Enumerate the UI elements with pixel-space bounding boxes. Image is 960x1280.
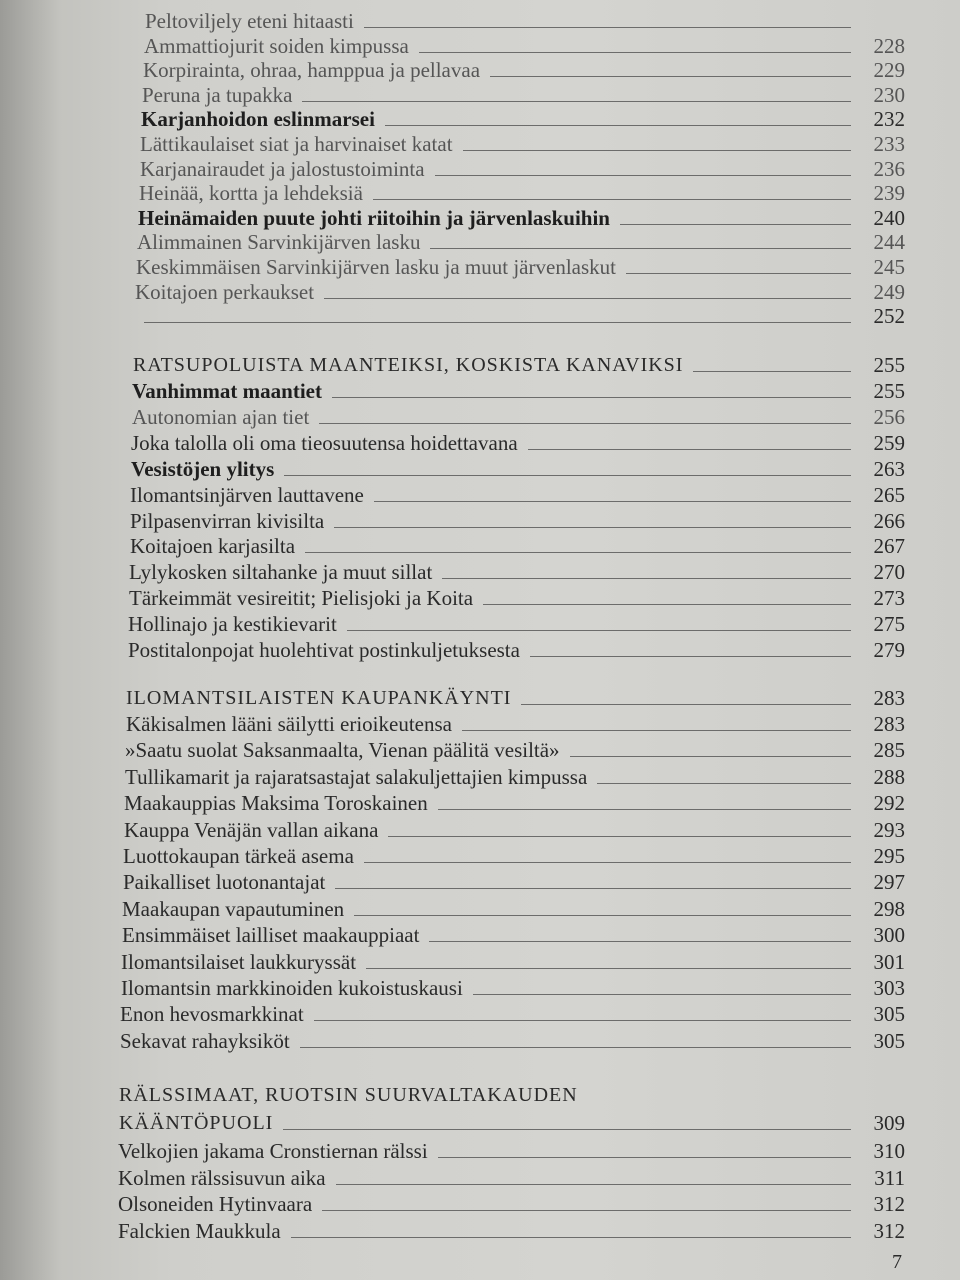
entry-page: 249: [873, 279, 905, 304]
entry-page: 309: [873, 1111, 905, 1135]
entry-page: 312: [873, 1218, 905, 1243]
leader-line: [490, 76, 851, 77]
entry-title: »Saatu suolat Saksanmaalta, Vienan päälitä vesiltä»: [125, 738, 560, 763]
entry-page: 239: [873, 181, 905, 206]
entry-title: Peruna ja tupakka: [142, 82, 293, 107]
entry-page: 255: [873, 379, 905, 403]
entry-title: Karjanairaudet ja jalostustoiminta: [140, 156, 425, 181]
toc-entry[interactable]: [125, 735, 905, 761]
entry-title: KÄÄNTÖPUOLI: [119, 1112, 274, 1134]
entry-title: Postitalonpojat huolehtivat postinkuljetuksesta: [128, 638, 520, 662]
toc-entry[interactable]: [128, 609, 905, 635]
toc-entry[interactable]: [121, 973, 905, 999]
toc-entry[interactable]: [140, 154, 905, 180]
entry-title: Kauppa Venäjän vallan aikana: [124, 817, 379, 842]
leader-line: [463, 150, 851, 151]
leader-line: [473, 994, 851, 995]
leader-line: [620, 224, 851, 225]
toc-entry[interactable]: [140, 129, 905, 155]
entry-title: Ensimmäiset lailliset maakauppiaat: [122, 923, 420, 948]
entry-title: RATSUPOLUISTA MAANTEIKSI, KOSKISTA KANAVIKSI: [133, 354, 684, 376]
toc-entry[interactable]: [141, 104, 905, 130]
toc-entry[interactable]: [129, 557, 905, 583]
leader-line: [302, 101, 851, 102]
entry-page: 228: [873, 33, 905, 58]
entry-title: Peltoviljely eteni hitaasti: [145, 9, 354, 33]
entry-title: Luottokaupan tärkeä asema: [123, 844, 354, 868]
entry-page: 270: [873, 560, 905, 585]
entry-title: Lylykosken siltahanke ja muut sillat: [129, 560, 433, 585]
leader-line: [570, 756, 851, 757]
entry-page: 293: [873, 817, 905, 842]
leader-line: [430, 248, 851, 249]
leader-line: [284, 475, 851, 476]
entry-page: 265: [873, 482, 905, 507]
leader-line: [530, 656, 851, 657]
toc-entry[interactable]: [131, 454, 905, 480]
leader-line: [334, 527, 851, 528]
entry-page: 283: [873, 686, 905, 710]
entry-page: 244: [873, 230, 905, 255]
entry-title: Enon hevosmarkkinat: [120, 1002, 304, 1027]
entry-page: 252: [873, 304, 905, 329]
entry-page: 312: [873, 1192, 905, 1216]
entry-page: 230: [873, 82, 905, 107]
toc-entry[interactable]: [128, 635, 905, 661]
leader-line: [335, 888, 851, 889]
leader-line: [528, 449, 851, 450]
leader-line: [483, 604, 851, 605]
entry-page: 298: [873, 896, 905, 921]
leader-line: [374, 501, 851, 502]
leader-line: [283, 1129, 851, 1130]
toc-entry[interactable]: [122, 894, 905, 920]
leader-line: [462, 730, 851, 731]
entry-title: Koitajoen karjasilta: [130, 534, 296, 559]
toc-entry[interactable]: [124, 788, 905, 814]
entry-page: 305: [873, 1002, 905, 1027]
entry-page: 295: [873, 844, 905, 868]
entry-title: Keskimmäisen Sarvinkijärven lasku ja muut järvenlaskut: [136, 255, 616, 279]
leader-line: [314, 1020, 851, 1021]
entry-title: Maakaupan vapautuminen: [122, 896, 345, 921]
leader-line: [144, 322, 851, 323]
entry-title: Velkojien jakama Cronstiernan rälssi: [118, 1139, 428, 1163]
leader-line: [388, 836, 851, 837]
entry-page: 279: [873, 638, 905, 662]
entry-page: 310: [873, 1139, 905, 1163]
entry-title: Autonomian ajan tiet: [132, 404, 310, 429]
toc-entry[interactable]: [120, 999, 905, 1025]
leader-line: [324, 298, 851, 299]
toc-entry[interactable]: [130, 480, 905, 506]
leader-line: [336, 1184, 851, 1185]
section-heading[interactable]: [119, 1108, 905, 1134]
leader-line: [364, 27, 851, 28]
entry-page: 283: [873, 712, 905, 736]
entry-page: 263: [873, 456, 905, 481]
entry-page: 275: [873, 612, 905, 637]
toc-entry[interactable]: [139, 178, 905, 204]
entry-title: Lättikaulaiset siat ja harvinaiset katat: [140, 132, 453, 156]
entry-title: Hollinajo ja kestikievarit: [128, 612, 337, 637]
toc-entry[interactable]: [123, 867, 905, 893]
entry-title: Olsoneiden Hytinvaara: [118, 1192, 313, 1216]
toc-entry[interactable]: [135, 277, 905, 303]
leader-line: [291, 1237, 851, 1238]
page-number: 7: [892, 1251, 902, 1273]
entry-page: 266: [873, 508, 905, 533]
section-heading-line1: RÄLSSIMAAT, RUOTSIN SUURVALTAKAUDEN: [119, 1084, 578, 1106]
leader-line: [438, 809, 851, 810]
toc-entry[interactable]: [137, 227, 905, 253]
leader-line: [438, 1157, 851, 1158]
toc-entry[interactable]: [143, 55, 905, 81]
entry-title: Vesistöjen ylitys: [131, 456, 275, 481]
toc-entry[interactable]: [138, 203, 905, 229]
entry-page: 240: [873, 205, 905, 230]
entry-page: 236: [873, 156, 905, 181]
entry-title: Kolmen rälssisuvun aika: [118, 1165, 326, 1190]
entry-title: Ammattiojurit soiden kimpussa: [144, 33, 409, 58]
toc-entry[interactable]: [129, 583, 905, 609]
entry-page: 301: [873, 949, 905, 974]
entry-title: Tullikamarit ja rajaratsastajat salakuljettajien kimpussa: [125, 764, 588, 789]
entry-page: 245: [873, 255, 905, 279]
entry-page: 232: [873, 107, 905, 132]
entry-title: Alimmainen Sarvinkijärven lasku: [137, 230, 421, 255]
entry-title: Ilomantsilaiset laukkuryssät: [121, 949, 357, 974]
section-heading[interactable]: [126, 683, 905, 709]
toc-entry[interactable]: [142, 80, 905, 106]
leader-line: [429, 941, 851, 942]
entry-page: 303: [873, 976, 905, 1000]
entry-title: Vanhimmat maantiet: [132, 379, 322, 403]
entry-title: Pilpasenvirran kivisilta: [130, 508, 325, 533]
leader-line: [305, 552, 851, 553]
leader-line: [319, 423, 851, 424]
entry-page: 311: [874, 1165, 905, 1190]
leader-line: [366, 968, 851, 969]
entry-page: 267: [873, 534, 905, 559]
entry-title: Ilomantsinjärven lauttavene: [130, 482, 364, 507]
toc-entry[interactable]: [118, 1136, 905, 1162]
toc-entry[interactable]: [122, 920, 905, 946]
toc-entry[interactable]: [118, 1163, 905, 1189]
entry-page: 255: [873, 353, 905, 377]
toc-entry[interactable]: [136, 252, 905, 278]
toc-entry[interactable]: [130, 531, 905, 557]
leader-line: [626, 273, 851, 274]
entry-page: 229: [873, 58, 905, 83]
toc-entry[interactable]: [123, 841, 905, 867]
toc-entry[interactable]: [144, 31, 905, 57]
leader-line: [300, 1047, 851, 1048]
entry-title: Tärkeimmät vesireitit; Pielisjoki ja Koita: [129, 586, 474, 611]
entry-page: 285: [873, 738, 905, 763]
entry-title: Paikalliset luotonantajat: [123, 870, 326, 895]
entry-title: Ilomantsin markkinoiden kukoistuskausi: [121, 976, 463, 1000]
leader-line: [419, 52, 851, 53]
entry-title: Käkisalmen lääni säilytti erioikeutensa: [126, 712, 452, 736]
entry-title: Sekavat rahayksiköt: [120, 1028, 290, 1053]
entry-page: 233: [873, 132, 905, 156]
toc-entry[interactable]: [121, 947, 905, 973]
entry-page: 288: [873, 764, 905, 789]
entry-page: 300: [873, 923, 905, 948]
leader-line: [521, 704, 851, 705]
toc-entry[interactable]: [120, 1026, 905, 1052]
toc-entry[interactable]: [130, 506, 905, 532]
entry-page: 259: [873, 430, 905, 455]
entry-title: Heinää, kortta ja lehdeksiä: [139, 181, 363, 206]
entry-title: Karjanhoidon eslinmarsei: [141, 107, 375, 132]
entry-page: 273: [873, 586, 905, 611]
toc-entry[interactable]: [145, 6, 905, 32]
leader-line: [332, 397, 851, 398]
section-heading[interactable]: [133, 350, 905, 376]
entry-page: 297: [873, 870, 905, 895]
toc-entry[interactable]: [131, 428, 905, 454]
leader-line: [354, 915, 851, 916]
leader-line: [435, 175, 851, 176]
entry-page: 305: [873, 1028, 905, 1053]
entry-title: Falckien Maukkula: [118, 1218, 281, 1243]
toc-entry[interactable]: [124, 815, 905, 841]
entry-title: Koitajoen perkaukset: [135, 279, 315, 304]
leader-line: [322, 1210, 851, 1211]
leader-line: [597, 783, 851, 784]
entry-title: ILOMANTSILAISTEN KAUPANKÄYNTI: [126, 687, 512, 709]
entry-title: Joka talolla oli oma tieosuutensa hoidettavana: [131, 430, 518, 455]
entry-page: 292: [873, 791, 905, 816]
leader-line: [385, 125, 851, 126]
entry-page: 256: [873, 404, 905, 429]
leader-line: [442, 578, 851, 579]
toc-entry[interactable]: [125, 762, 905, 788]
toc-entry[interactable]: [118, 1216, 905, 1242]
toc-entry[interactable]: [118, 1189, 905, 1215]
entry-title: Korpirainta, ohraa, hamppua ja pellavaa: [143, 58, 481, 83]
leader-line: [347, 630, 851, 631]
toc-entry[interactable]: [134, 301, 905, 327]
toc-entry[interactable]: [132, 376, 905, 402]
entry-title: Maakauppias Maksima Toroskainen: [124, 791, 428, 816]
leader-line: [364, 862, 851, 863]
toc-entry[interactable]: [132, 402, 905, 428]
leader-line: [693, 371, 851, 372]
toc-entry[interactable]: [126, 709, 905, 735]
leader-line: [373, 199, 851, 200]
entry-title: Heinämaiden puute johti riitoihin ja järvenlaskuihin: [138, 205, 610, 230]
